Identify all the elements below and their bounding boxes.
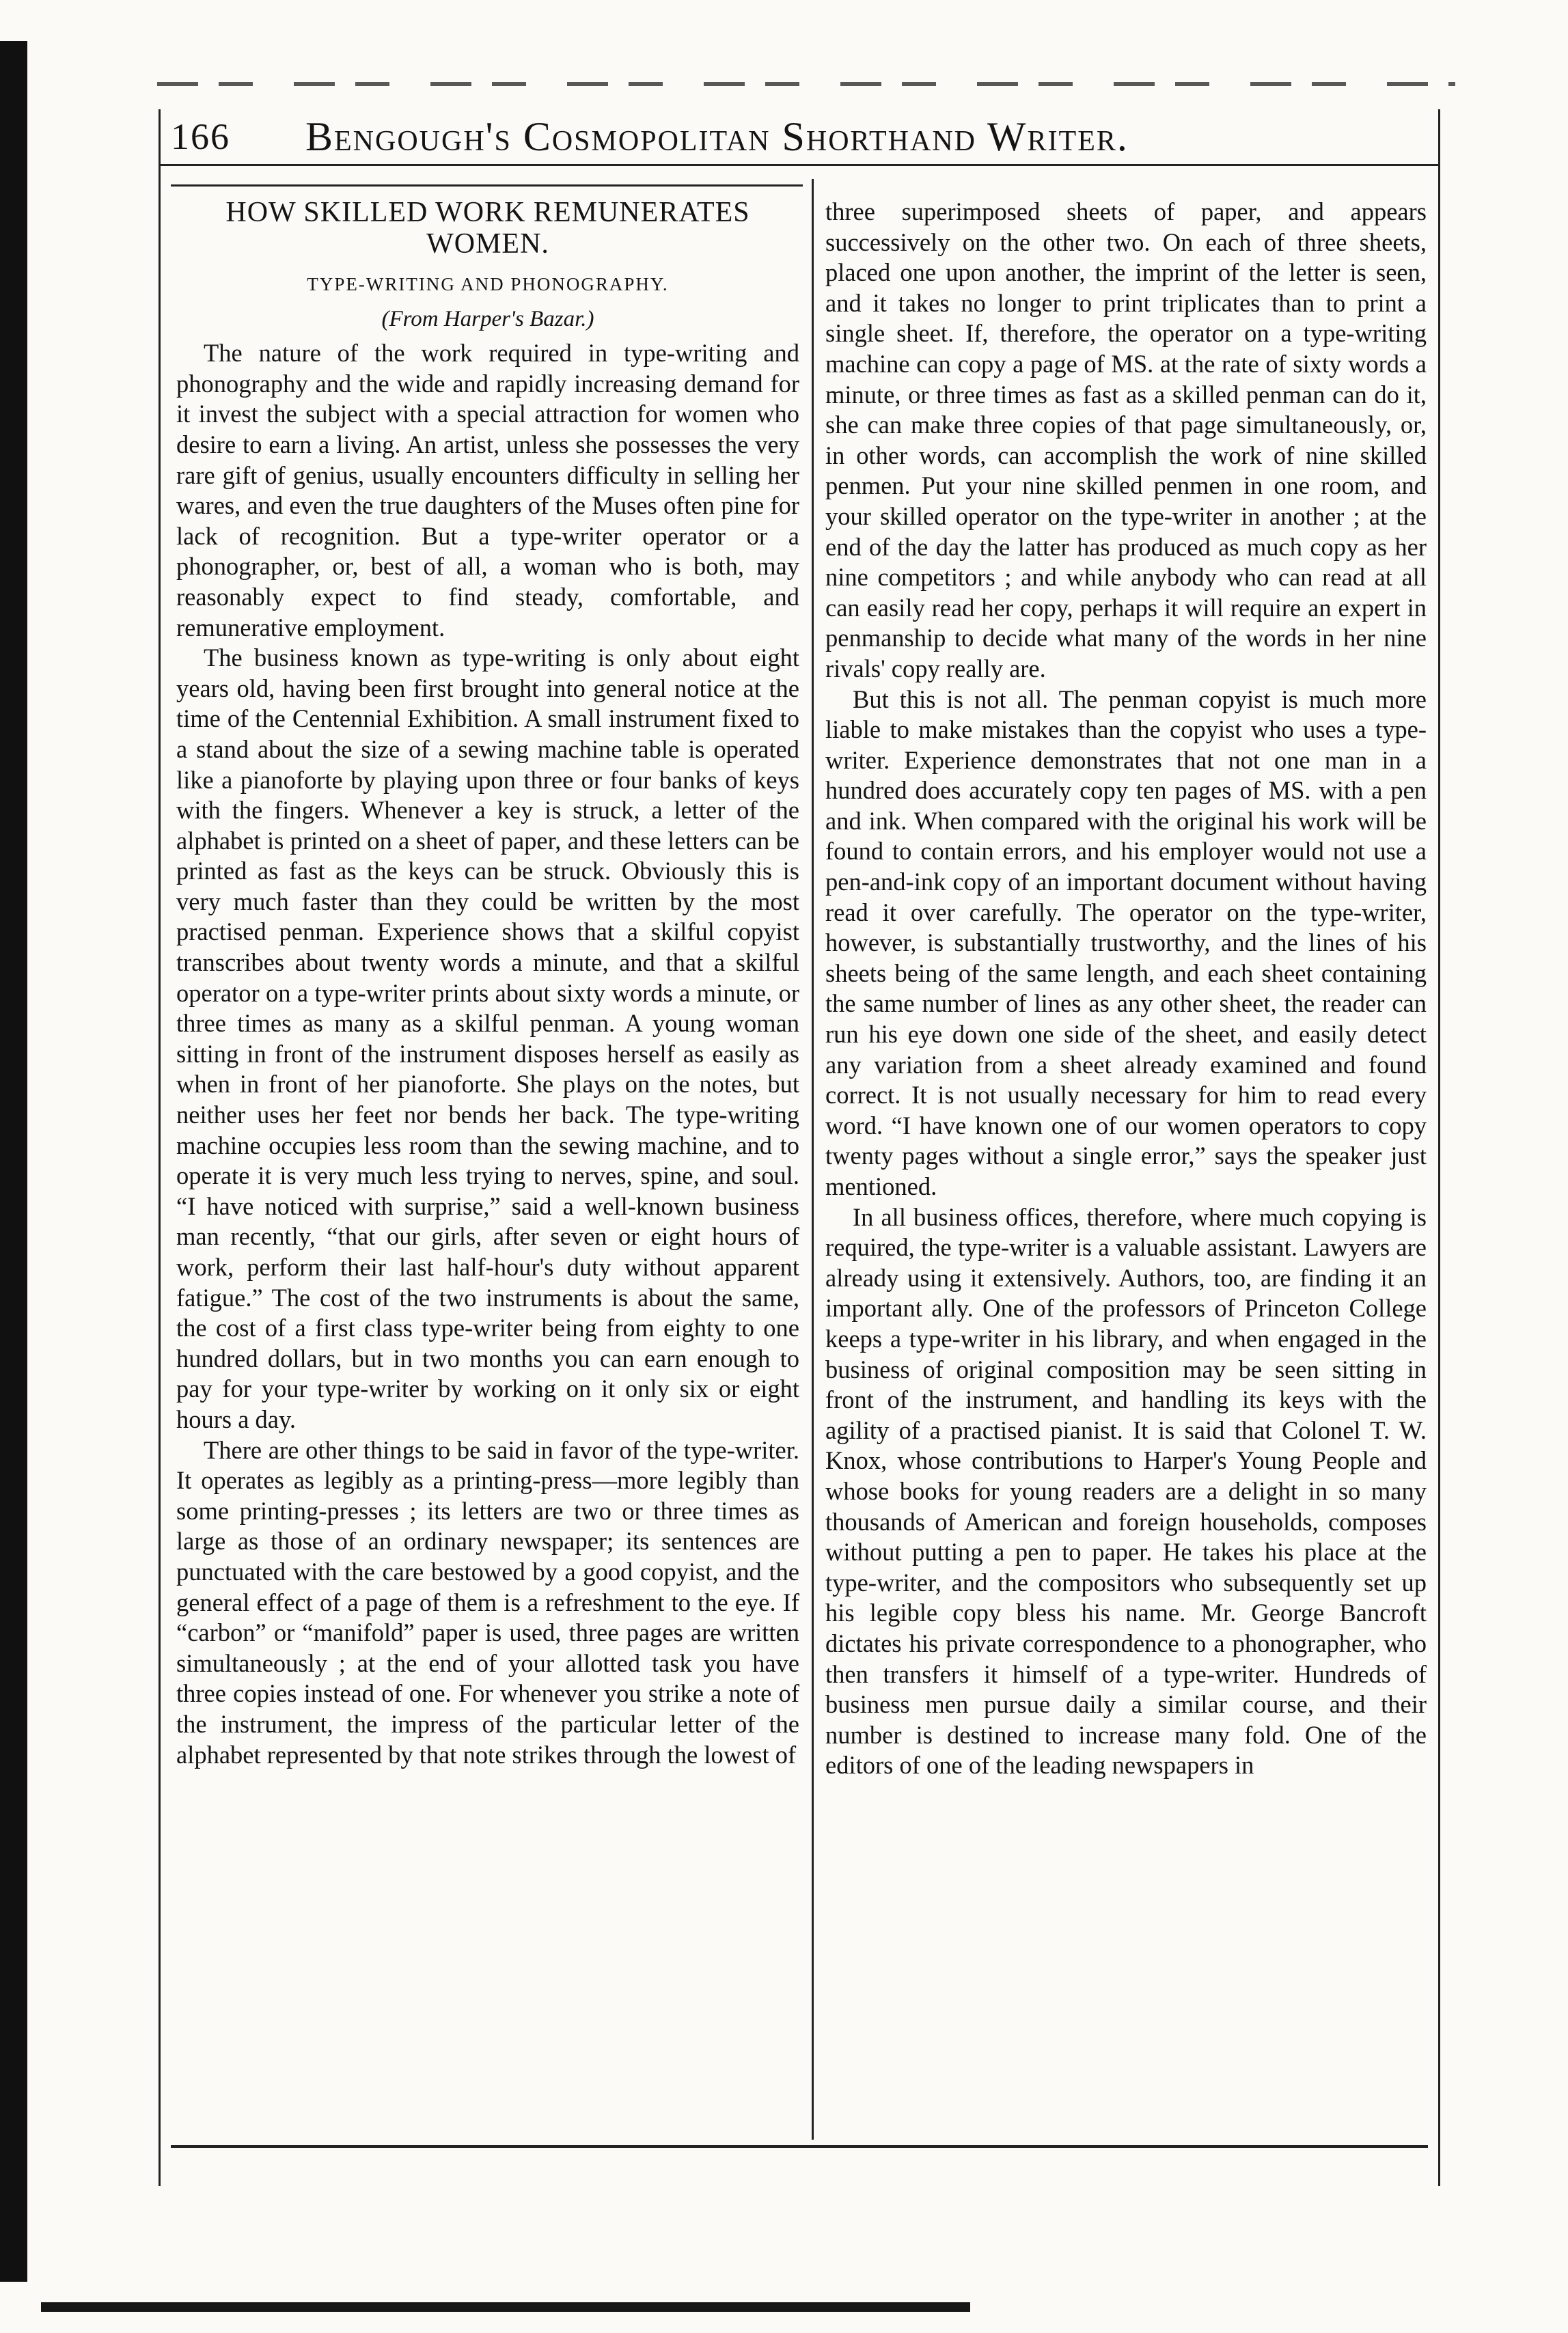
paragraph: But this is not all. The penman copyist is much more liable to make mistakes than the copyist who uses a type-writer. Experience demonstrates that not one man in a hundred does accurately copy ten pages of MS. with a pen and ink. When compared with the original his work will be found to contain errors, and his employer would not use a pen-and-ink copy of an important document without having read it over carefully. The operator on the type-writer, however, is substantially trustworthy, and the lines of his sheets being of the same length, and each sheet containing the same number of lines as any other sheet, the reader can run his eye down one side of the sheet, and easily detect any variation from a sheet already examined and found correct. It is not usually necessary for him to read every word. “I have known one of our women operators to copy twenty pages without a single error,” says the speaker just mentioned. (825, 685, 1427, 1200)
article-title: HOW SKILLED WORK REMUNERATES WOMEN. (225, 197, 750, 260)
paragraph: In all business offices, therefore, where much copying is required, the type-writer is a valuable assistant. Lawyers are already using it extensively. Authors, too, are finding it an important ally. One of the professors of Princeton College keeps a type-writer in his library, and when engaged in the business of original composition may be seen sitting in front of the instrument, and handling its keys with the agility of a practised pianist. It is said that Colonel T. W. Knox, whose contributions to Harper's Young People and whose books for young readers are a delight in so many thousands of American and foreign households, composes without putting a pen to paper. He takes his place at the type-writer, and the compositors who subsequently set up his legible copy bless his name. Mr. George Bancroft dictates his private correspondence to a phonographer, who then transfers it himself of a type-writer. Hundreds of business men pursue daily a similar course, and their number is destined to increase many fold. One of the editors of one of the leading newspapers in (825, 1202, 1427, 1780)
article-source: (From Harper's Bazar.) (381, 306, 594, 331)
paragraph: There are other things to be said in favor of the type-writer. It operates as legibly as a printing-press—more legibly than some printing-presses ; its letters are two or three times as large as those of an ordinary newspaper; its sentences are punctuated with the care bestowed by a good copyist, and the general effect of a page of them is a refreshment to the eye. If “carbon” or “manifold” paper is used, three pages are written simultaneously ; at the end of your allotted task you have three copies instead of one. For whenever you strike a note of the instrument, the impress of the particular letter of the alphabet represented by that note strikes through the lowest of (176, 1435, 799, 1769)
header-rule (159, 164, 1438, 166)
bottom-edge-shadow (41, 2302, 970, 2312)
article-top-rule (171, 184, 803, 187)
page-number: 166 (171, 116, 230, 157)
paragraph: three superimposed sheets of paper, and appears successively on the other two. On each of three sheets, placed one upon another, the imprint of the letter is seen, and it takes no longer to print triplicates than to print a single sheet. If, therefore, the operator on a type-writing machine can copy a page of MS. at the rate of sixty words a minute, or three times as fast as a skilled penman can do it, she can make three copies of that page simultaneously, or, in other words, can accomplish the work of nine skilled penmen. Put your nine skilled penmen in one room, and your skilled operator on the type-writer in another ; at the end of the day the latter has produced as much copy as her nine competitors ; and while anybody who can read at all can easily read her copy, perhaps it will require an expert in penmanship to decide what many of the words in her nine rivals' copy really are. (825, 197, 1427, 682)
column-divider (812, 179, 814, 2140)
paragraph: The business known as type-writing is only about eight years old, having been first brought into general notice at the time of the Centennial Exhibition. A small instrument fixed to a stand about the size of a sewing machine table is operated like a pianoforte by playing upon three or four banks of keys with the fingers. Whenever a key is struck, a letter of the alphabet is printed on a sheet of paper, and these letters can be printed as fast as the keys can be struck. Obviously this is very much faster than they could be written by the most practised penman. Experience shows that a skilful copyist transcribes about twenty words a minute, and that a skilful operator on a type-writer prints about sixty words a minute, or three times as many as a skilful penman. A young woman sitting in front of the instrument disposes herself as easily as when in front of her pianoforte. She plays on the notes, but neither uses her feet nor bends her back. The type-writing machine occupies less room than the sewing machine, and to operate it is very much less trying to nerves, spine, and soul. “I have noticed with surprise,” said a well-known business man recently, “that our girls, after seven or eight hours of work, perform their last half-hour's duty without apparent fatigue.” The cost of the two instruments is about the same, the cost of a first class type-writer being from eighty to one hundred dollars, but in two months you can earn enough to pay for your type-writer by working on it only six or eight hours a day. (176, 644, 799, 1433)
left-column (176, 197, 799, 2140)
page-header (171, 109, 1428, 164)
right-column (825, 197, 1427, 2140)
paragraph: The nature of the work required in type-writing and phonography and the wide and rapidly increasing demand for it invest the subject with a special attraction for women who desire to earn a living. An artist, unless she possesses the very rare gift of genius, usually encounters difficulty in selling her wares, and even the true daughters of the Muses often pine for lack of recognition. But a type-writer operator or a phonographer, or, best of all, a woman who is both, may reasonably expect to find steady, comfortable, and remunerative employment. (176, 339, 799, 641)
binding-edge (0, 41, 27, 2282)
top-ornament-rule (157, 82, 1455, 86)
footer-rule (171, 2145, 1428, 2148)
article-subtitle: TYPE-WRITING AND PHONOGRAPHY. (307, 274, 669, 294)
running-title: Bengough's Cosmopolitan Shorthand Writer. (305, 113, 1129, 159)
